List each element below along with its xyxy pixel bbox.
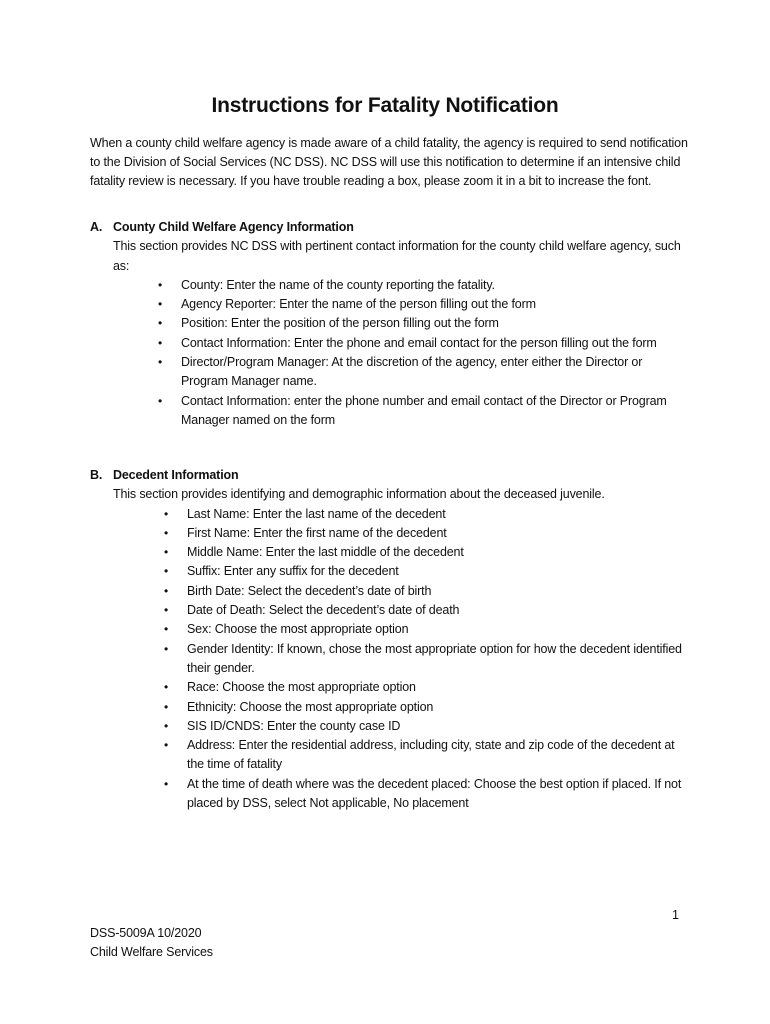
bullet-text: Gender Identity: If known, chose the most appropriate option for how the decedent identified their gender.: [187, 641, 682, 675]
bullet-item: [90, 334, 690, 353]
section-decedent: [90, 466, 690, 813]
bullet-item: [90, 392, 690, 431]
bullet-item: [90, 717, 690, 736]
section-title: County Child Welfare Agency Information: [113, 220, 354, 234]
bullet-text: Agency Reporter: Enter the name of the person filling out the form: [181, 297, 536, 312]
bullet-item: [90, 601, 690, 620]
bullet-item: [90, 353, 690, 392]
bullet-item: [90, 562, 690, 581]
bullet-text: Date of Death: Select the decedent’s date of death: [187, 603, 460, 618]
bullet-item: [90, 582, 690, 601]
bullet-text: Middle Name: Enter the last middle of the decedent: [187, 545, 464, 560]
bullet-dot: •: [158, 355, 163, 370]
section-description: This section provides NC DSS with pertinent contact information for the county child welfare agency, such as:: [113, 239, 681, 273]
bullet-dot: •: [158, 393, 163, 408]
bullet-item: [90, 314, 690, 333]
bullet-item: [90, 543, 690, 562]
bullet-text: Suffix: Enter any suffix for the decedent: [187, 564, 399, 579]
bullet-text: Last Name: Enter the last name of the decedent: [187, 506, 446, 521]
bullet-dot: •: [164, 564, 169, 579]
bullet-text: Position: Enter the position of the person filling out the form: [181, 316, 499, 331]
bullet-dot: •: [164, 776, 169, 791]
footer-info: [90, 924, 213, 962]
section-heading: [90, 466, 690, 485]
bullet-text: Race: Choose the most appropriate option: [187, 680, 416, 695]
bullet-dot: •: [158, 297, 163, 312]
bullet-item: [90, 524, 690, 543]
section-county-agency: [90, 218, 690, 430]
page-number: 1: [672, 908, 679, 922]
bullet-text: Ethnicity: Choose the most appropriate option: [187, 699, 434, 714]
bullet-text: SIS ID/CNDS: Enter the county case ID: [187, 718, 401, 733]
section-title: Decedent Information: [113, 468, 239, 482]
bullet-item: [90, 276, 690, 295]
bullet-text: Contact Information: Enter the phone and email contact for the person filling out the form: [181, 335, 657, 350]
bullet-text: At the time of death where was the decedent placed: Choose the best option if placed. If not placed by DSS, select Not applicable, No placement: [187, 776, 682, 811]
department-name: Child Welfare Services: [90, 945, 213, 959]
bullet-item: [90, 775, 690, 814]
bullet-item: [90, 640, 690, 679]
bullet-text: Address: Enter the residential address, including city, state and zip code of the decedent at the time of fatality: [187, 738, 675, 772]
section-description: This section provides identifying and demographic information about the deceased juvenile.: [113, 487, 605, 502]
bullet-dot: •: [164, 525, 169, 540]
bullet-text: Contact Information: enter the phone number and email contact of the Director or Program Manager named on the form: [181, 393, 667, 427]
bullet-dot: •: [164, 603, 169, 618]
bullet-text: First Name: Enter the first name of the decedent: [187, 525, 447, 540]
bullet-item: [90, 736, 690, 775]
bullet-item: [90, 295, 690, 314]
bullet-dot: •: [164, 699, 169, 714]
bullet-dot: •: [164, 583, 169, 598]
bullet-text: Birth Date: Select the decedent’s date of birth: [187, 583, 432, 598]
bullet-text: Sex: Choose the most appropriate option: [187, 622, 409, 637]
section-letter: B.: [90, 468, 103, 482]
bullet-text: County: Enter the name of the county reporting the fatality.: [181, 277, 495, 292]
intro-paragraph: When a county child welfare agency is made aware of a child fatality, the agency is required to send notification to the Division of Social Services (NC DSS). NC DSS will use this notification to determine if an intensive child fatality review is necessary. If you have trouble reading a box, please zoom it in a bit to increase the font.: [90, 136, 688, 188]
bullet-dot: •: [164, 641, 169, 656]
bullet-dot: •: [164, 545, 169, 560]
form-id: DSS-5009A 10/2020: [90, 926, 202, 940]
bullet-dot: •: [158, 316, 163, 331]
bullet-dot: •: [158, 335, 163, 350]
bullet-text: Director/Program Manager: At the discretion of the agency, enter either the Director or Program Manager name.: [181, 355, 643, 389]
bullet-list: [90, 505, 690, 814]
bullet-dot: •: [164, 738, 169, 753]
bullet-item: [90, 678, 690, 697]
section-letter: A.: [90, 220, 103, 234]
bullet-dot: •: [164, 718, 169, 733]
bullet-dot: •: [158, 277, 163, 292]
bullet-item: [90, 505, 690, 524]
bullet-item: [90, 698, 690, 717]
section-heading: [90, 218, 690, 237]
bullet-dot: •: [164, 622, 169, 637]
bullet-dot: •: [164, 506, 169, 521]
bullet-list: [90, 276, 690, 430]
bullet-item: [90, 620, 690, 639]
bullet-dot: •: [164, 680, 169, 695]
page-title: Instructions for Fatality Notification: [211, 94, 559, 117]
